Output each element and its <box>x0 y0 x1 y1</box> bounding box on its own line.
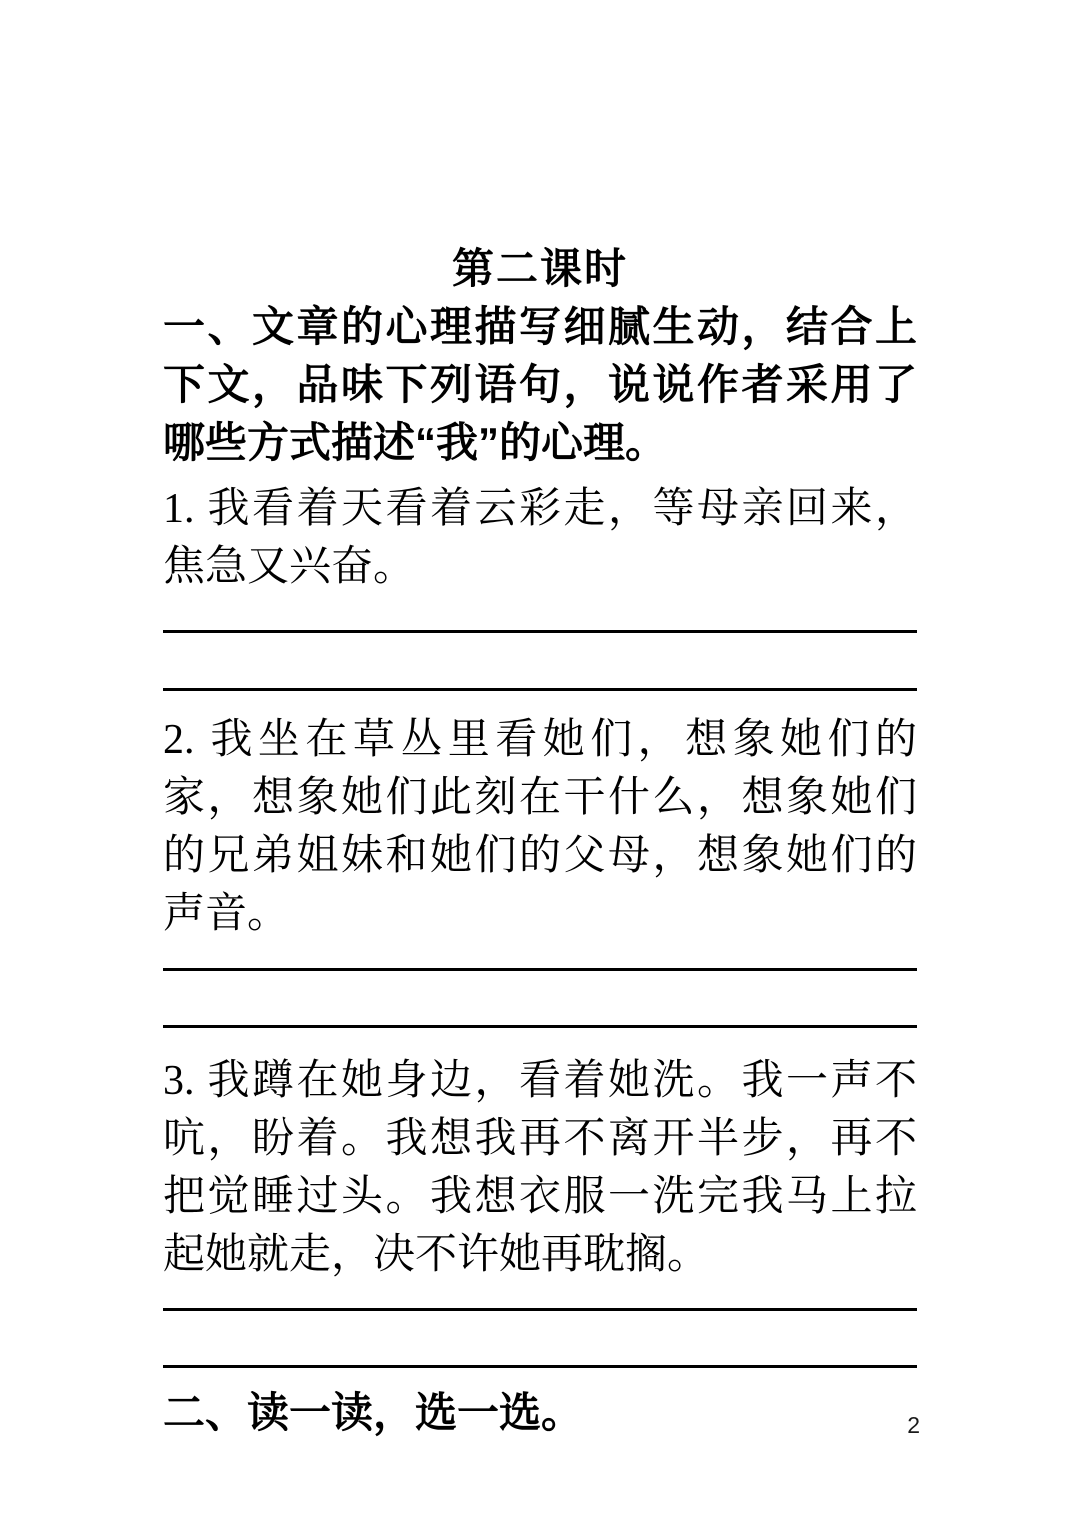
question-item-2: 2. 我坐在草丛里看她们，想象她们的家，想象她们此刻在干什么，想象她们的兄弟姐妹和她们的父母，想象她们的声音。 <box>163 717 917 937</box>
answer-line <box>163 1311 917 1368</box>
answer-line <box>163 943 917 971</box>
answer-line <box>163 596 917 633</box>
answer-line <box>163 971 917 1028</box>
page-content <box>163 0 917 1442</box>
answer-area-1 <box>163 596 917 691</box>
question-item-3: 3. 我蹲在她身边，看着她洗。我一声不吭，盼着。我想我再不离开半步，再不把觉睡过头。我想衣服一洗完我马上拉起她就走，决不许她再耽搁。 <box>163 1058 917 1278</box>
section-two-heading: 二、读一读，选一选。 <box>163 1389 584 1436</box>
section-one-heading: 一、文章的心理描写细腻生动，结合上下文，品味下列语句，说说作者采用了哪些方式描述“我”的心理。 <box>163 303 917 466</box>
question-item-1: 1. 我看着天看着云彩走，等母亲回来，焦急又兴奋。 <box>163 486 917 590</box>
page-title: 第二课时 <box>451 245 628 292</box>
answer-line <box>163 1284 917 1311</box>
page-number: 2 <box>907 1412 920 1438</box>
answer-area-2 <box>163 943 917 1028</box>
answer-line <box>163 633 917 691</box>
answer-area-3 <box>163 1284 917 1368</box>
